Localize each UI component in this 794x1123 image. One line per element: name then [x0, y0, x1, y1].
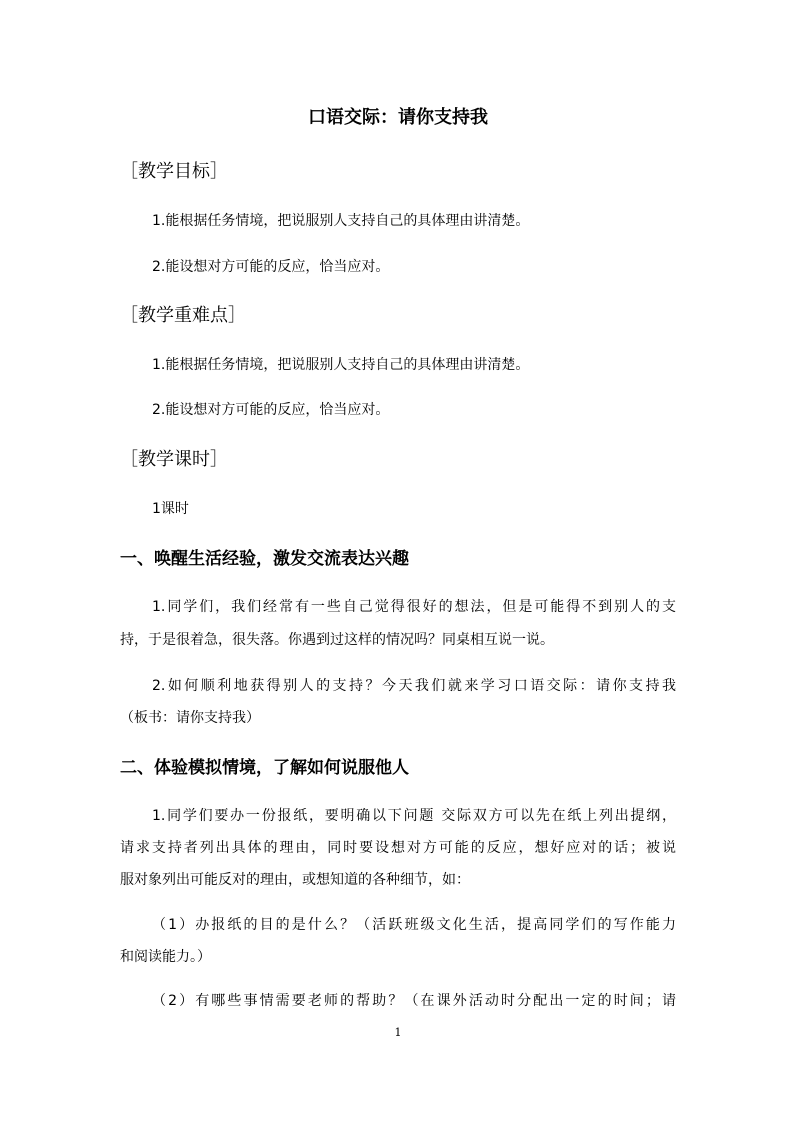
periods-text: 1课时	[152, 501, 189, 517]
section2-question2-line1: （2）有哪些事情需要老师的帮助？（在课外活动时分配出一定的时间；请	[152, 993, 676, 1009]
key-points-item-1: 1.能根据任务情境，把说服别人支持自己的具体理由讲清楚。	[152, 357, 530, 373]
document-title: 口语交际：请你支持我	[308, 107, 488, 128]
section1-paragraph2-line1: 2.如何顺利地获得别人的支持？今天我们就来学习口语交际：请你支持我	[152, 678, 676, 694]
page-number: 1	[394, 1026, 402, 1039]
section2-question1-line1: （1）办报纸的目的是什么？（活跃班级文化生活，提高同学们的写作能力	[152, 917, 676, 933]
key-points-item-2: 2.能设想对方可能的反应，恰当应对。	[152, 402, 390, 418]
goals-heading: ［教学目标］	[120, 161, 228, 182]
section1-paragraph1-line2: 持，于是很着急，很失落。你遇到过这样的情况吗？同桌相互说一说。	[120, 632, 554, 648]
section2-heading: 二、体验模拟情境，了解如何说服他人	[120, 758, 409, 778]
section1-paragraph2-line2: （板书：请你支持我）	[120, 710, 260, 726]
section1-paragraph1-line1: 1.同学们，我们经常有一些自己觉得很好的想法，但是可能得不到别人的支	[152, 599, 676, 615]
document-page	[120, 0, 676, 1123]
periods-heading: ［教学课时］	[120, 449, 228, 470]
goals-item-2: 2.能设想对方可能的反应，恰当应对。	[152, 259, 390, 275]
goals-item-1: 1.能根据任务情境，把说服别人支持自己的具体理由讲清楚。	[152, 213, 530, 229]
section2-paragraph1-line3: 服对象列出可能反对的理由，或想知道的各种细节，如：	[120, 872, 470, 888]
section2-question1-line2: 和阅读能力。）	[120, 949, 211, 965]
section2-paragraph1-line1: 1.同学们要办一份报纸，要明确以下问题 交际双方可以先在纸上列出提纲，	[152, 808, 676, 824]
key-points-heading: ［教学重难点］	[120, 305, 246, 326]
section2-paragraph1-line2: 请求支持者列出具体的理由，同时要设想对方可能的反应，想好应对的话；被说	[120, 840, 676, 856]
section1-heading: 一、唤醒生活经验，激发交流表达兴趣	[120, 549, 409, 569]
